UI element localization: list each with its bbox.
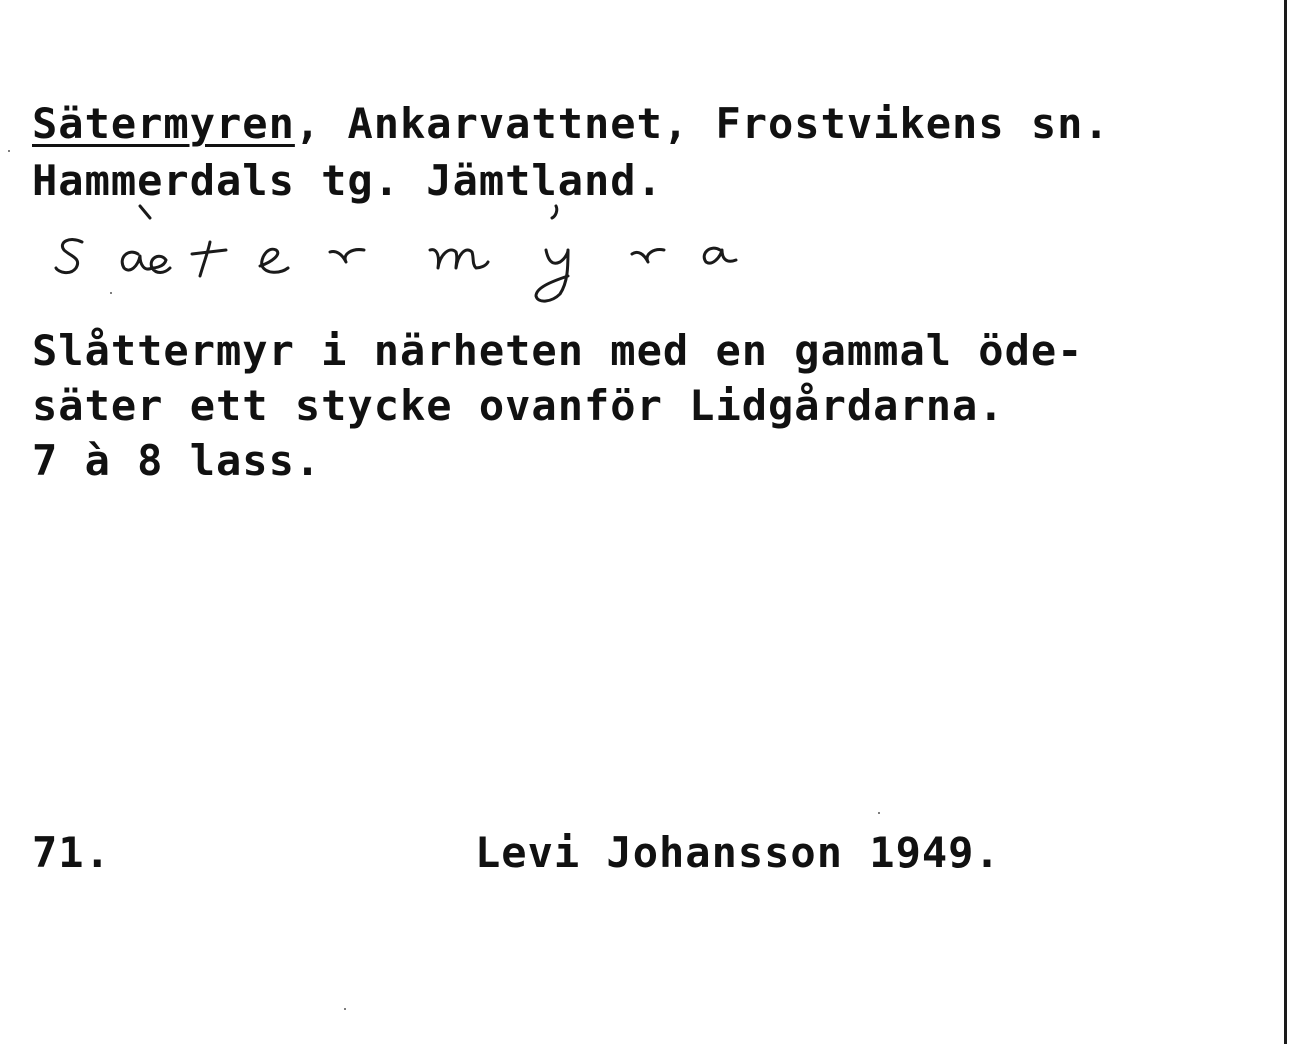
description-line-1: Slåttermyr i närheten med en gammal öde- — [32, 326, 1084, 375]
description-line-2: säter ett stycke ovanför Lidgårdarna. — [32, 381, 1005, 430]
place-name: Sätermyren — [32, 99, 295, 148]
handwritten-pronunciation — [20, 196, 780, 316]
card-number: 71. — [32, 828, 111, 877]
scan-speck — [344, 1008, 346, 1010]
scan-speck — [878, 812, 880, 814]
scan-speck — [110, 292, 112, 294]
scan-speck — [8, 150, 10, 152]
location-line-1-rest: , Ankarvattnet, Frostvikens sn. — [294, 99, 1110, 148]
card-edge-line — [1284, 0, 1287, 1044]
heading-line-1 — [32, 99, 1110, 148]
location-line-2: Hammerdals tg. Jämtland. — [32, 156, 663, 205]
recorder-and-year: Levi Johansson 1949. — [475, 828, 1001, 877]
description-line-3: 7 à 8 lass. — [32, 436, 322, 485]
